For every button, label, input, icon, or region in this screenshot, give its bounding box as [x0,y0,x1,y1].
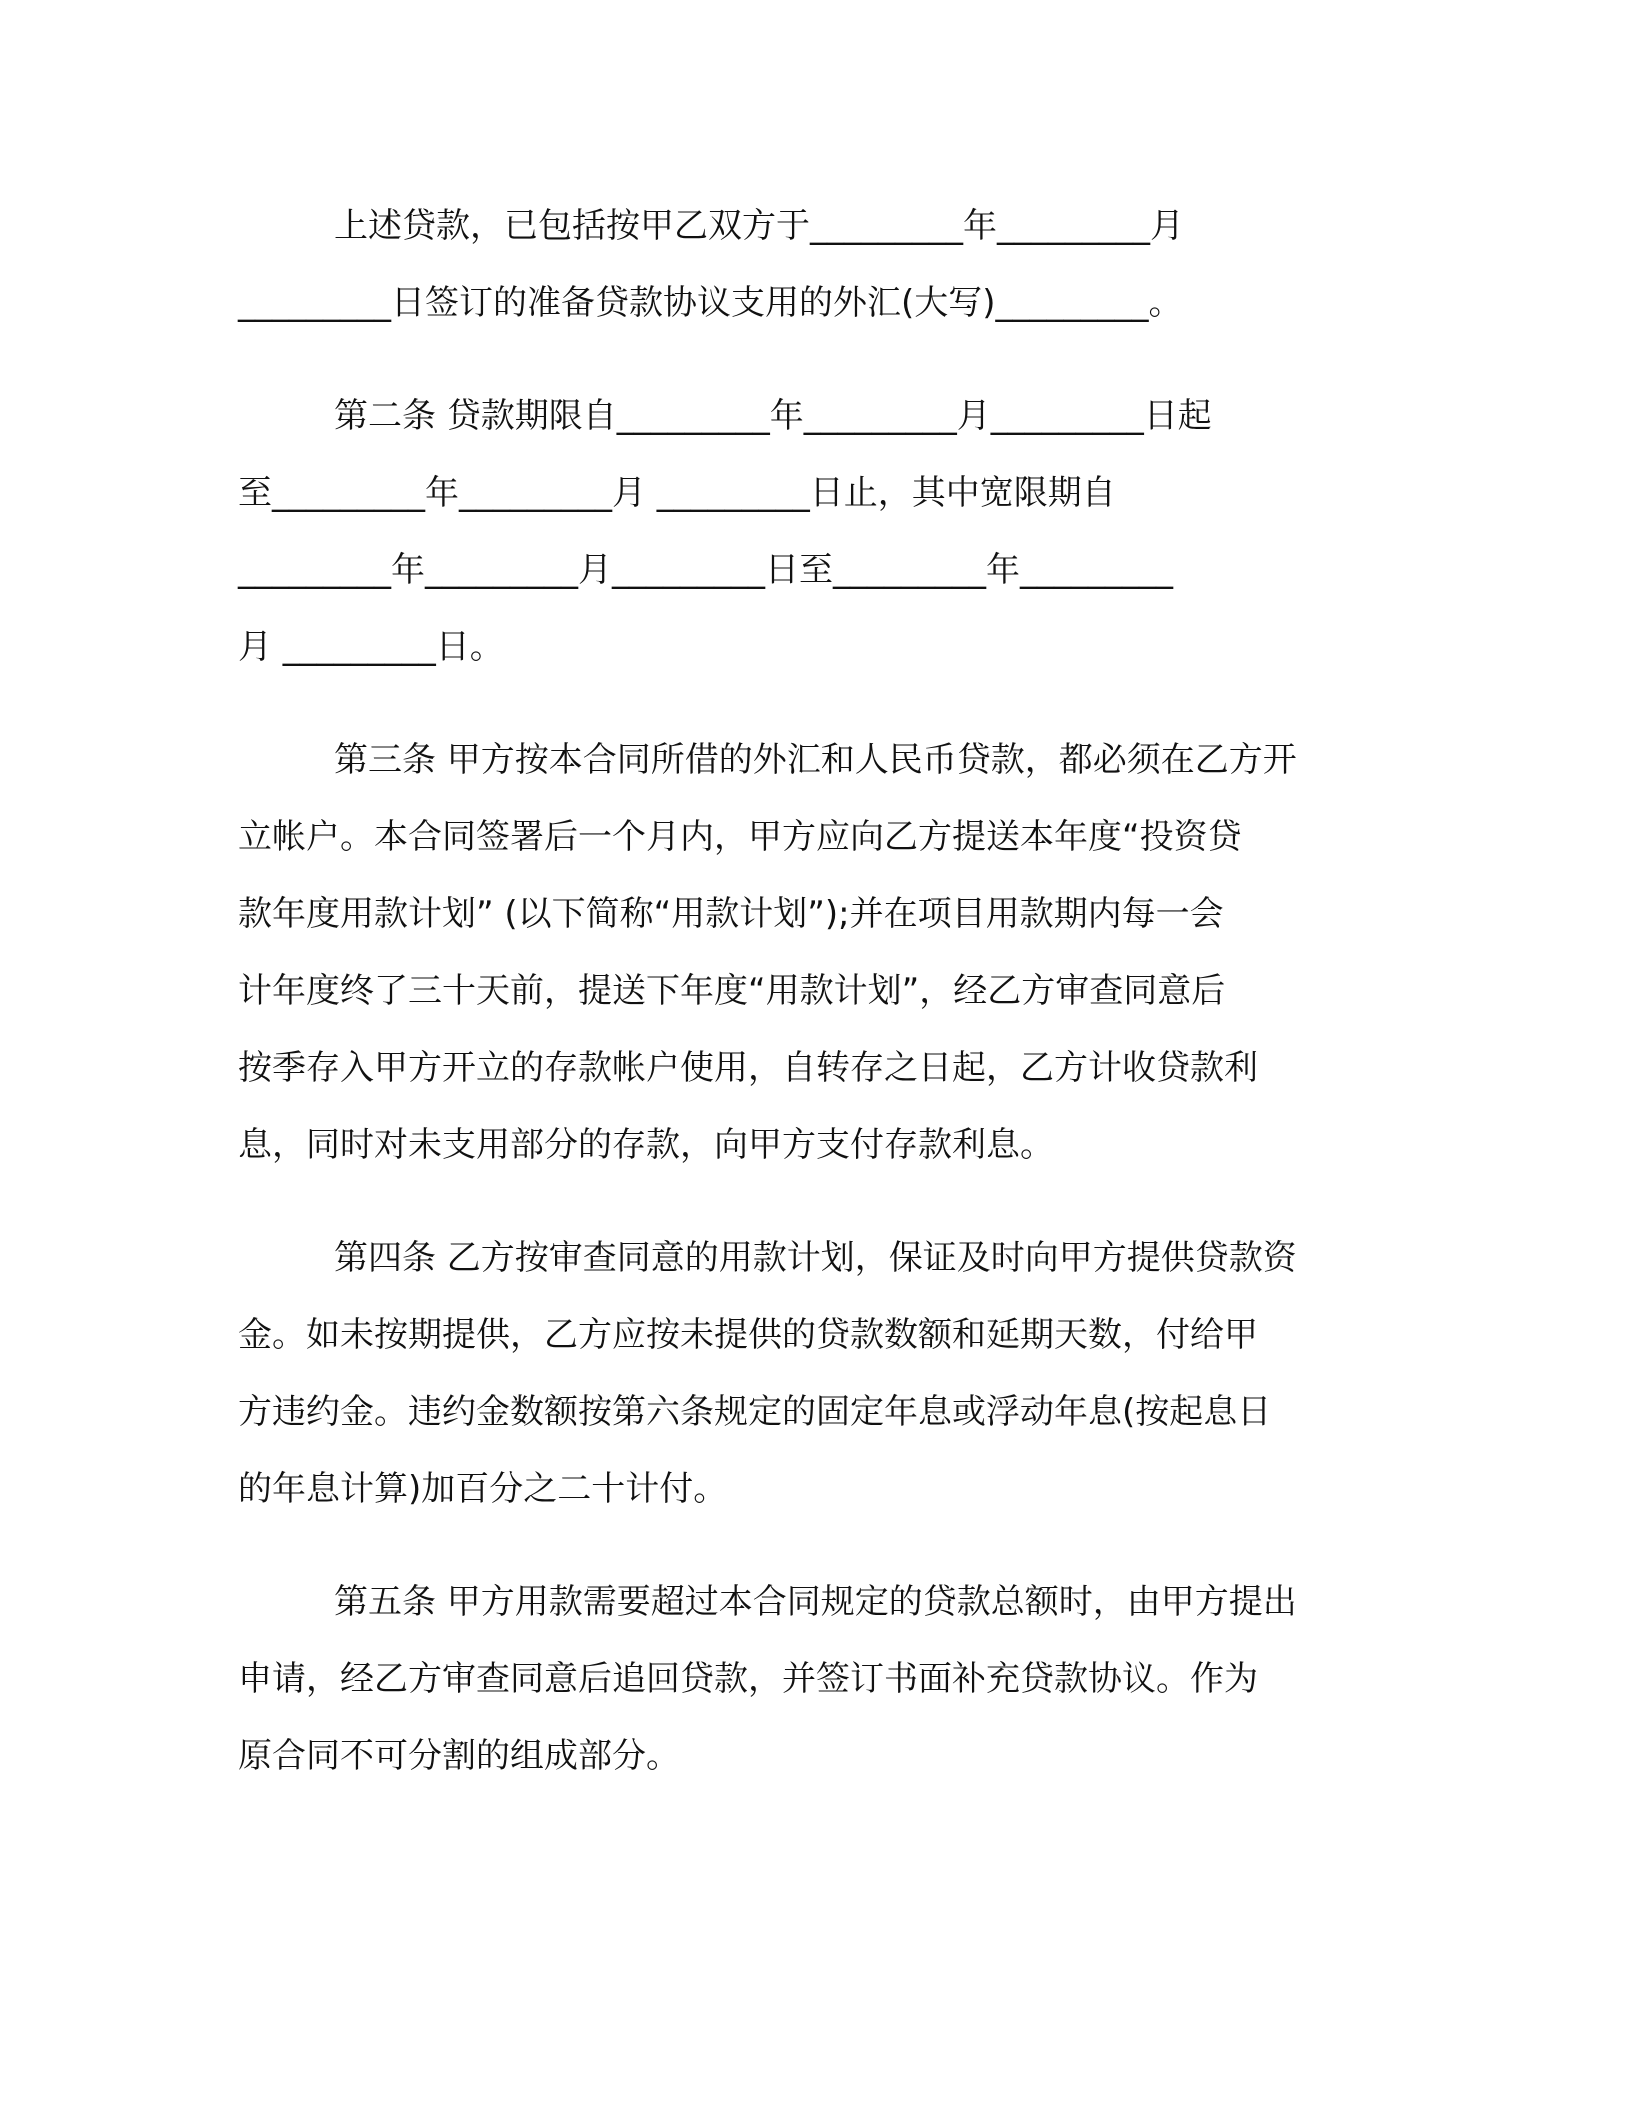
text-line: 上述贷款，已包括按甲乙双方于_________年_________月 [334,206,1184,246]
text-line: 息，同时对未支用部分的存款，向甲方支付存款利息。 [238,1125,1054,1165]
paragraph-loan-scope [238,188,1388,342]
paragraph-article-5 [238,1564,1388,1795]
text-line: 申请，经乙方审查同意后追回贷款，并签订书面补充贷款协议。作为 [238,1659,1258,1699]
text-line: 方违约金。违约金数额按第六条规定的固定年息或浮动年息(按起息日 [238,1392,1272,1432]
text-line: 立帐户。本合同签署后一个月内，甲方应向乙方提送本年度“投资贷 [238,817,1242,857]
text-line: 计年度终了三十天前，提送下年度“用款计划”，经乙方审查同意后 [238,971,1226,1011]
text-line: 款年度用款计划” (以下简称“用款计划”);并在项目用款期内每一会 [238,894,1224,934]
text-line: _________年_________月_________日至_________年_________ [238,550,1173,590]
text-line: 按季存入甲方开立的存款帐户使用，自转存之日起，乙方计收贷款利 [238,1048,1258,1088]
text-line: _________日签订的准备贷款协议支用的外汇(大写)_________。 [238,283,1183,323]
text-line: 至_________年_________月 _________日止，其中宽限期自 [238,473,1116,513]
text-line: 月 _________日。 [238,627,504,667]
text-line: 的年息计算)加百分之二十计付。 [238,1469,728,1509]
text-line: 第二条 贷款期限自_________年_________月_________日起 [334,396,1212,436]
paragraph-article-4 [238,1220,1388,1528]
text-line: 第五条 甲方用款需要超过本合同规定的贷款总额时，由甲方提出 [334,1582,1297,1622]
document-body [238,188,1388,1831]
text-line: 原合同不可分割的组成部分。 [238,1736,680,1776]
text-line: 第四条 乙方按审查同意的用款计划，保证及时向甲方提供贷款资 [334,1238,1297,1278]
paragraph-article-3 [238,722,1388,1184]
text-line: 第三条 甲方按本合同所借的外汇和人民币贷款，都必须在乙方开 [334,740,1297,780]
paragraph-article-2 [238,378,1388,686]
text-line: 金。如未按期提供，乙方应按未提供的贷款数额和延期天数，付给甲 [238,1315,1258,1355]
